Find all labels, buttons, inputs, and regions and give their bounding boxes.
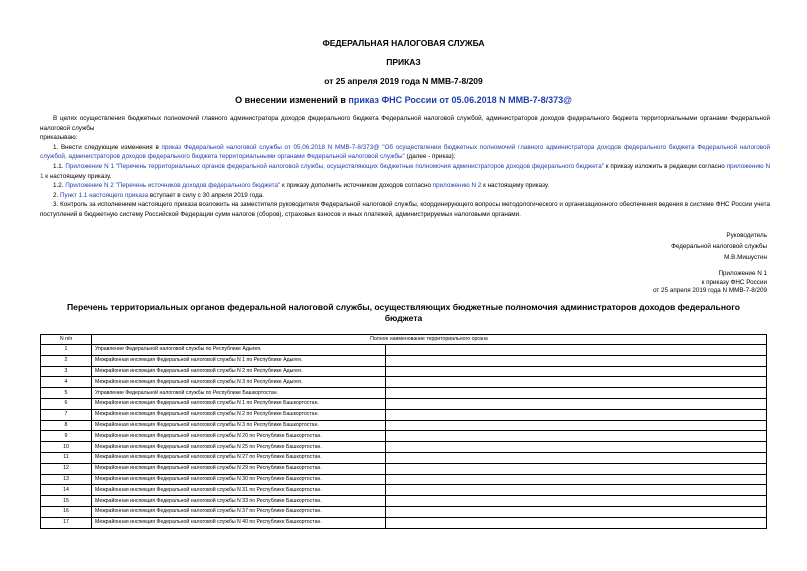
row-number: 7 bbox=[41, 409, 92, 420]
row-number: 16 bbox=[41, 506, 92, 517]
table-row bbox=[41, 463, 767, 474]
agency-name: ФЕДЕРАЛЬНАЯ НАЛОГОВАЯ СЛУЖБА bbox=[322, 38, 485, 48]
row-number: 17 bbox=[41, 517, 92, 528]
row-blank-cell bbox=[386, 409, 767, 420]
appendix-number: Приложение N 1 bbox=[718, 270, 767, 277]
row-blank-cell bbox=[386, 398, 767, 409]
header-name: Полное наименование территориального органа bbox=[92, 335, 767, 345]
row-number: 13 bbox=[41, 474, 92, 485]
doc-date-number: от 25 апреля 2019 года N ММВ-7-8/209 bbox=[324, 76, 483, 86]
row-blank-cell bbox=[386, 442, 767, 453]
row-number: 10 bbox=[41, 442, 92, 453]
signature-agency: Федеральной налоговой службы bbox=[671, 243, 767, 250]
subject-link[interactable]: приказ ФНС России от 05.06.2018 N ММВ-7-8/373@ bbox=[348, 95, 572, 105]
signature-name: М.В.Мишустин bbox=[724, 254, 767, 261]
signature-title: Руководитель bbox=[726, 232, 767, 239]
row-number: 15 bbox=[41, 496, 92, 507]
table-row bbox=[41, 442, 767, 453]
appendix-header bbox=[467, 270, 767, 296]
paragraph-item-1 bbox=[40, 143, 770, 162]
row-number: 11 bbox=[41, 452, 92, 463]
row-organ-name: Межрайонная инспекция Федеральной налоговой службы N 29 по Республике Башкортостан. bbox=[92, 463, 386, 474]
row-blank-cell bbox=[386, 463, 767, 474]
row-number: 3 bbox=[41, 366, 92, 377]
row-number: 5 bbox=[41, 388, 92, 399]
item-2-suffix: вступает в силу с 30 апреля 2019 года. bbox=[148, 191, 264, 199]
table-row bbox=[41, 398, 767, 409]
table-header-row bbox=[41, 335, 767, 345]
item-1-suffix: (далее - приказ): bbox=[404, 153, 456, 161]
row-blank-cell bbox=[386, 431, 767, 442]
item-1-1-prefix: 1.1. bbox=[53, 162, 66, 170]
item-1-2-appendix-link[interactable]: приложению N 2 bbox=[432, 182, 482, 190]
organs-table bbox=[40, 334, 767, 529]
row-blank-cell bbox=[386, 506, 767, 517]
row-organ-name: Межрайонная инспекция Федеральной налоговой службы N 3 по Республике Башкортостан. bbox=[92, 420, 386, 431]
row-number: 9 bbox=[41, 431, 92, 442]
row-number: 2 bbox=[41, 355, 92, 366]
row-organ-name: Межрайонная инспекция Федеральной налоговой службы N 40 по Республике Башкортостан. bbox=[92, 517, 386, 528]
row-blank-cell bbox=[386, 345, 767, 356]
paragraph-order: приказываю: bbox=[40, 134, 78, 142]
row-organ-name: Межрайонная инспекция Федеральной налоговой службы N 1 по Республике Башкортостан. bbox=[92, 398, 386, 409]
row-number: 14 bbox=[41, 485, 92, 496]
row-organ-name: Управление Федеральной налоговой службы по Республике Адыгея. bbox=[92, 345, 386, 356]
row-blank-cell bbox=[386, 355, 767, 366]
row-number: 8 bbox=[41, 420, 92, 431]
item-1-prefix: 1. Внести следующие изменения в bbox=[53, 143, 162, 151]
table-row bbox=[41, 345, 767, 356]
table-body bbox=[41, 345, 767, 529]
row-blank-cell bbox=[386, 474, 767, 485]
row-organ-name: Межрайонная инспекция Федеральной налоговой службы N 30 по Республике Башкортостан. bbox=[92, 474, 386, 485]
table-row bbox=[41, 377, 767, 388]
row-organ-name: Межрайонная инспекция Федеральной налоговой службы N 31 по Республике Башкортостан. bbox=[92, 485, 386, 496]
row-organ-name: Межрайонная инспекция Федеральной налоговой службы N 25 по Республике Башкортостан. bbox=[92, 442, 386, 453]
table-row bbox=[41, 496, 767, 507]
row-number: 6 bbox=[41, 398, 92, 409]
row-organ-name: Межрайонная инспекция Федеральной налоговой службы N 3 по Республике Адыгея. bbox=[92, 377, 386, 388]
paragraph-item-1-2 bbox=[40, 181, 770, 191]
row-blank-cell bbox=[386, 366, 767, 377]
row-blank-cell bbox=[386, 485, 767, 496]
item-1-1-link[interactable]: Приложение N 1 "Перечень территориальных органов федеральной налоговой службы, осуществляющих бюджетные полномочия администраторов доходов федерального бюджета" bbox=[65, 162, 604, 170]
row-blank-cell bbox=[386, 496, 767, 507]
paragraph-item-2 bbox=[40, 191, 770, 201]
appendix-ref: к приказу ФНС России bbox=[701, 278, 767, 286]
table-row bbox=[41, 388, 767, 399]
row-organ-name: Межрайонная инспекция Федеральной налоговой службы N 2 по Республике Башкортостан. bbox=[92, 409, 386, 420]
row-blank-cell bbox=[386, 452, 767, 463]
row-organ-name: Управление Федеральной налоговой службы по Республике Башкортостан. bbox=[92, 388, 386, 399]
row-number: 12 bbox=[41, 463, 92, 474]
table-row bbox=[41, 517, 767, 528]
paragraph-purpose: В целях осуществления бюджетных полномочий главного администратора доходов федерального бюджета Федеральной налоговой службой, администраторов доходов федерального бюджета территориальными органами Федеральной налоговой службы bbox=[40, 115, 770, 132]
table-row bbox=[41, 485, 767, 496]
item-1-link[interactable]: приказ Федеральной налоговой службы от 05.06.2018 N ММВ-7-8/373@ "Об осуществлении бюджетных полномочий главного администратора доходов федерального бюджета Федеральной налоговой службой, администраторов доходов федерального бюджета территориальными органами Федеральной налоговой службы" bbox=[40, 143, 771, 161]
table-row bbox=[41, 506, 767, 517]
table-row bbox=[41, 366, 767, 377]
row-blank-cell bbox=[386, 517, 767, 528]
table-row bbox=[41, 431, 767, 442]
row-organ-name: Межрайонная инспекция Федеральной налоговой службы N 2 по Республике Адыгея. bbox=[92, 366, 386, 377]
item-2-prefix: 2. bbox=[53, 191, 61, 199]
row-organ-name: Межрайонная инспекция Федеральной налоговой службы N 20 по Республике Башкортостан. bbox=[92, 431, 386, 442]
item-1-2-mid: к приказу дополнить источником доходов согласно bbox=[280, 182, 433, 190]
row-number: 4 bbox=[41, 377, 92, 388]
row-organ-name: Межрайонная инспекция Федеральной налоговой службы N 1 по Республике Адыгея. bbox=[92, 355, 386, 366]
table-row bbox=[41, 409, 767, 420]
row-organ-name: Межрайонная инспекция Федеральной налоговой службы N 37 по Республике Башкортостан. bbox=[92, 506, 386, 517]
doc-type: ПРИКАЗ bbox=[386, 57, 421, 67]
order-body bbox=[40, 114, 770, 220]
row-organ-name: Межрайонная инспекция Федеральной налоговой службы N 33 по Республике Башкортостан. bbox=[92, 496, 386, 507]
row-blank-cell bbox=[386, 420, 767, 431]
item-1-1-suffix: к настоящему приказу. bbox=[43, 172, 112, 180]
header-num: N п/п bbox=[41, 335, 92, 345]
subject-prefix: О внесении изменений в bbox=[235, 95, 349, 105]
item-2-link[interactable]: Пункт 1.1 настоящего приказа bbox=[60, 191, 149, 199]
table-row bbox=[41, 452, 767, 463]
row-blank-cell bbox=[386, 377, 767, 388]
paragraph-item-1-1 bbox=[40, 162, 770, 181]
item-1-2-link[interactable]: Приложение N 2 "Перечень источников доходов федерального бюджета" bbox=[65, 182, 281, 190]
item-1-1-mid: к приказу изложить в редакции согласно bbox=[603, 162, 727, 170]
item-1-2-prefix: 1.2. bbox=[53, 182, 66, 190]
item-1-2-suffix: к настоящему приказу. bbox=[481, 182, 550, 190]
row-blank-cell bbox=[386, 388, 767, 399]
row-organ-name: Межрайонная инспекция Федеральной налоговой службы N 27 по Республике Башкортостан. bbox=[92, 452, 386, 463]
item-1-1-appendix-link[interactable]: приложению N 1 bbox=[40, 162, 770, 180]
signature-block bbox=[467, 230, 767, 263]
paragraph-item-3: 3. Контроль за исполнением настоящего приказа возложить на заместителя руководителя Федеральной налоговой службы, координирующего вопросы методологического и организационного обеспечения ведения в системе ФНС России учета поступлений в бюджетную систему Российской Федерации сумм налогов (сборов), страховых взносов и иных платежей, администрируемых налоговыми органами. bbox=[40, 201, 770, 218]
appendix-date: от 25 апреля 2019 года N ММВ-7-8/209 bbox=[653, 287, 767, 294]
table-row bbox=[41, 474, 767, 485]
table-row bbox=[41, 355, 767, 366]
row-number: 1 bbox=[41, 345, 92, 356]
table-row bbox=[41, 420, 767, 431]
appendix-title: Перечень территориальных органов федеральной налоговой службы, осуществляющих бюджетные полномочия администраторов доходов федерального бюджета bbox=[66, 302, 740, 323]
doc-subject bbox=[0, 95, 807, 105]
